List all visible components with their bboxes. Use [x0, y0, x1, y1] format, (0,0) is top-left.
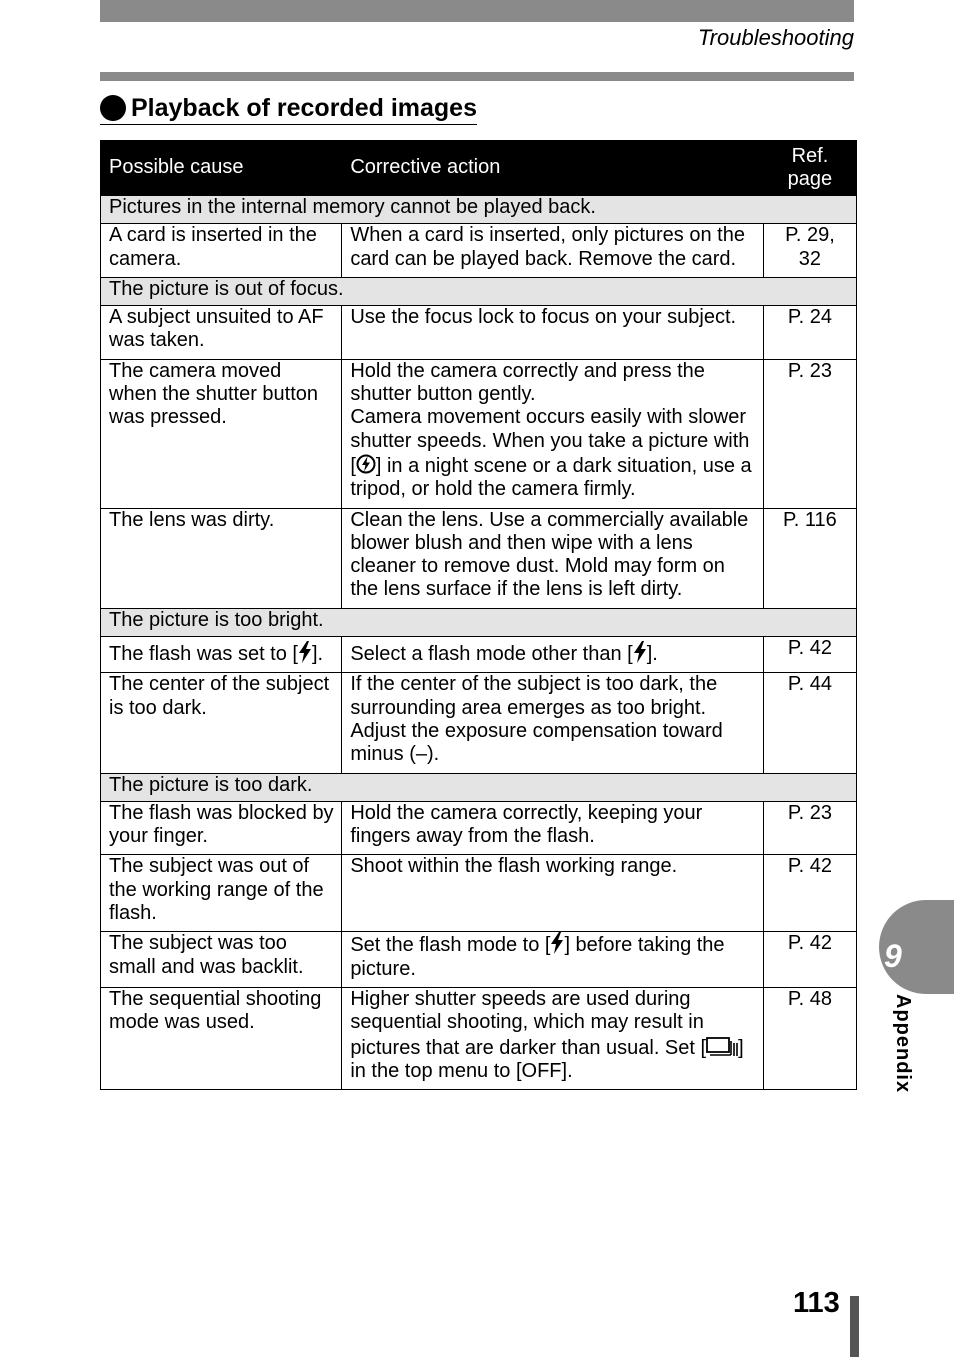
ref-cell: P. 23 — [763, 359, 856, 508]
action-cell — [342, 932, 764, 988]
ref-cell: P. 42 — [763, 855, 856, 932]
action-text: Higher shutter speeds are used during sequential shooting, which may result in pictures that are darker than usual. Set [ — [350, 987, 707, 1059]
symptom-text: The picture is too bright. — [101, 608, 857, 636]
action-text: ] in the top menu to [OFF]. — [350, 1036, 744, 1082]
ref-cell: P. 24 — [763, 306, 856, 360]
table-row — [101, 637, 857, 673]
cause-cell: A card is inserted in the camera. — [101, 224, 342, 278]
action-cell — [342, 987, 764, 1089]
section-title-text: Playback of recorded images — [131, 94, 477, 122]
header-ref-line2: page — [787, 168, 833, 190]
action-text: Camera movement occurs easily with slower shutter speeds. When you take a picture with [ — [350, 406, 750, 477]
troubleshooting-table — [100, 140, 857, 1090]
action-cell — [342, 359, 764, 508]
action-text: Set the flash mode to [ — [350, 934, 551, 957]
header-corrective-action: Corrective action — [342, 141, 764, 196]
action-cell: If the center of the subject is too dark, the surrounding area emerges as too bright. Adjust the exposure compensation toward minus (–). — [342, 673, 764, 773]
chapter-label: Appendix — [892, 994, 914, 1094]
action-text: ]. — [646, 643, 658, 666]
action-text: ] before taking the picture. — [350, 934, 725, 980]
night-scene-flash-icon — [356, 453, 376, 475]
action-cell: Use the focus lock to focus on your subject. — [342, 306, 764, 360]
cause-cell: The flash was blocked by your finger. — [101, 801, 342, 855]
action-text: ] in a night scene or a dark situation, use a tripod, or hold the camera firmly. — [350, 454, 752, 501]
symptom-row — [101, 196, 857, 224]
ref-line1: P. 29, — [785, 224, 835, 247]
cause-cell: The camera moved when the shutter button was pressed. — [101, 359, 342, 508]
action-text: Select a flash mode other than [ — [350, 643, 633, 666]
chapter-number: 9 — [884, 938, 902, 974]
header-ref-line1: Ref. — [791, 144, 829, 167]
ref-cell: P. 42 — [763, 932, 856, 988]
flash-icon — [633, 641, 647, 663]
action-text: Hold the camera correctly and press the shutter button gently. — [350, 359, 705, 406]
cause-cell — [101, 637, 342, 673]
table-row — [101, 932, 857, 988]
table-row — [101, 224, 857, 278]
symptom-text: The picture is out of focus. — [101, 277, 857, 305]
table-header-row — [101, 141, 857, 196]
table-row — [101, 359, 857, 508]
header-ref-page — [763, 141, 856, 196]
ref-cell — [763, 224, 856, 278]
action-cell: Hold the camera correctly, keeping your fingers away from the flash. — [342, 801, 764, 855]
cause-cell: The subject was out of the working range of the flash. — [101, 855, 342, 932]
action-cell: When a card is inserted, only pictures on the card can be played back. Remove the card. — [342, 224, 764, 278]
flash-icon — [298, 641, 312, 663]
flash-icon — [550, 932, 564, 954]
cause-cell: The sequential shooting mode was used. — [101, 987, 342, 1089]
symptom-row — [101, 277, 857, 305]
table-row — [101, 508, 857, 608]
action-cell: Clean the lens. Use a commercially available blower blush and then wipe with a lens cleaner to remove dust. Mold may form on the lens surface if the lens is left dirty. — [342, 508, 764, 608]
ref-cell: P. 116 — [763, 508, 856, 608]
table-row — [101, 987, 857, 1089]
section-rule-bar — [100, 72, 854, 81]
cause-cell: The subject was too small and was backlit. — [101, 932, 342, 988]
ref-line2: 32 — [798, 247, 822, 270]
page-number: 113 — [793, 1287, 840, 1319]
ref-cell: P. 44 — [763, 673, 856, 773]
top-gray-bar — [100, 0, 854, 22]
table-row — [101, 306, 857, 360]
ref-cell: P. 42 — [763, 637, 856, 673]
running-head: Troubleshooting — [697, 25, 854, 50]
page-number-bar — [850, 1296, 859, 1357]
header-possible-cause: Possible cause — [101, 141, 342, 196]
bullet-circle-icon — [100, 95, 126, 121]
symptom-row — [101, 608, 857, 636]
cause-text: The flash was set to [ — [109, 643, 298, 666]
action-cell — [342, 637, 764, 673]
cause-cell: A subject unsuited to AF was taken. — [101, 306, 342, 360]
table-row — [101, 673, 857, 773]
table-row — [101, 801, 857, 855]
cause-cell: The center of the subject is too dark. — [101, 673, 342, 773]
sequential-shooting-icon — [706, 1035, 738, 1057]
table-row — [101, 855, 857, 932]
action-cell: Shoot within the flash working range. — [342, 855, 764, 932]
symptom-text: The picture is too dark. — [101, 773, 857, 801]
symptom-row — [101, 773, 857, 801]
ref-cell: P. 23 — [763, 801, 856, 855]
cause-cell: The lens was dirty. — [101, 508, 342, 608]
section-title — [100, 92, 477, 125]
symptom-text: Pictures in the internal memory cannot be played back. — [101, 196, 857, 224]
ref-cell: P. 48 — [763, 987, 856, 1089]
cause-text: ]. — [311, 643, 324, 666]
